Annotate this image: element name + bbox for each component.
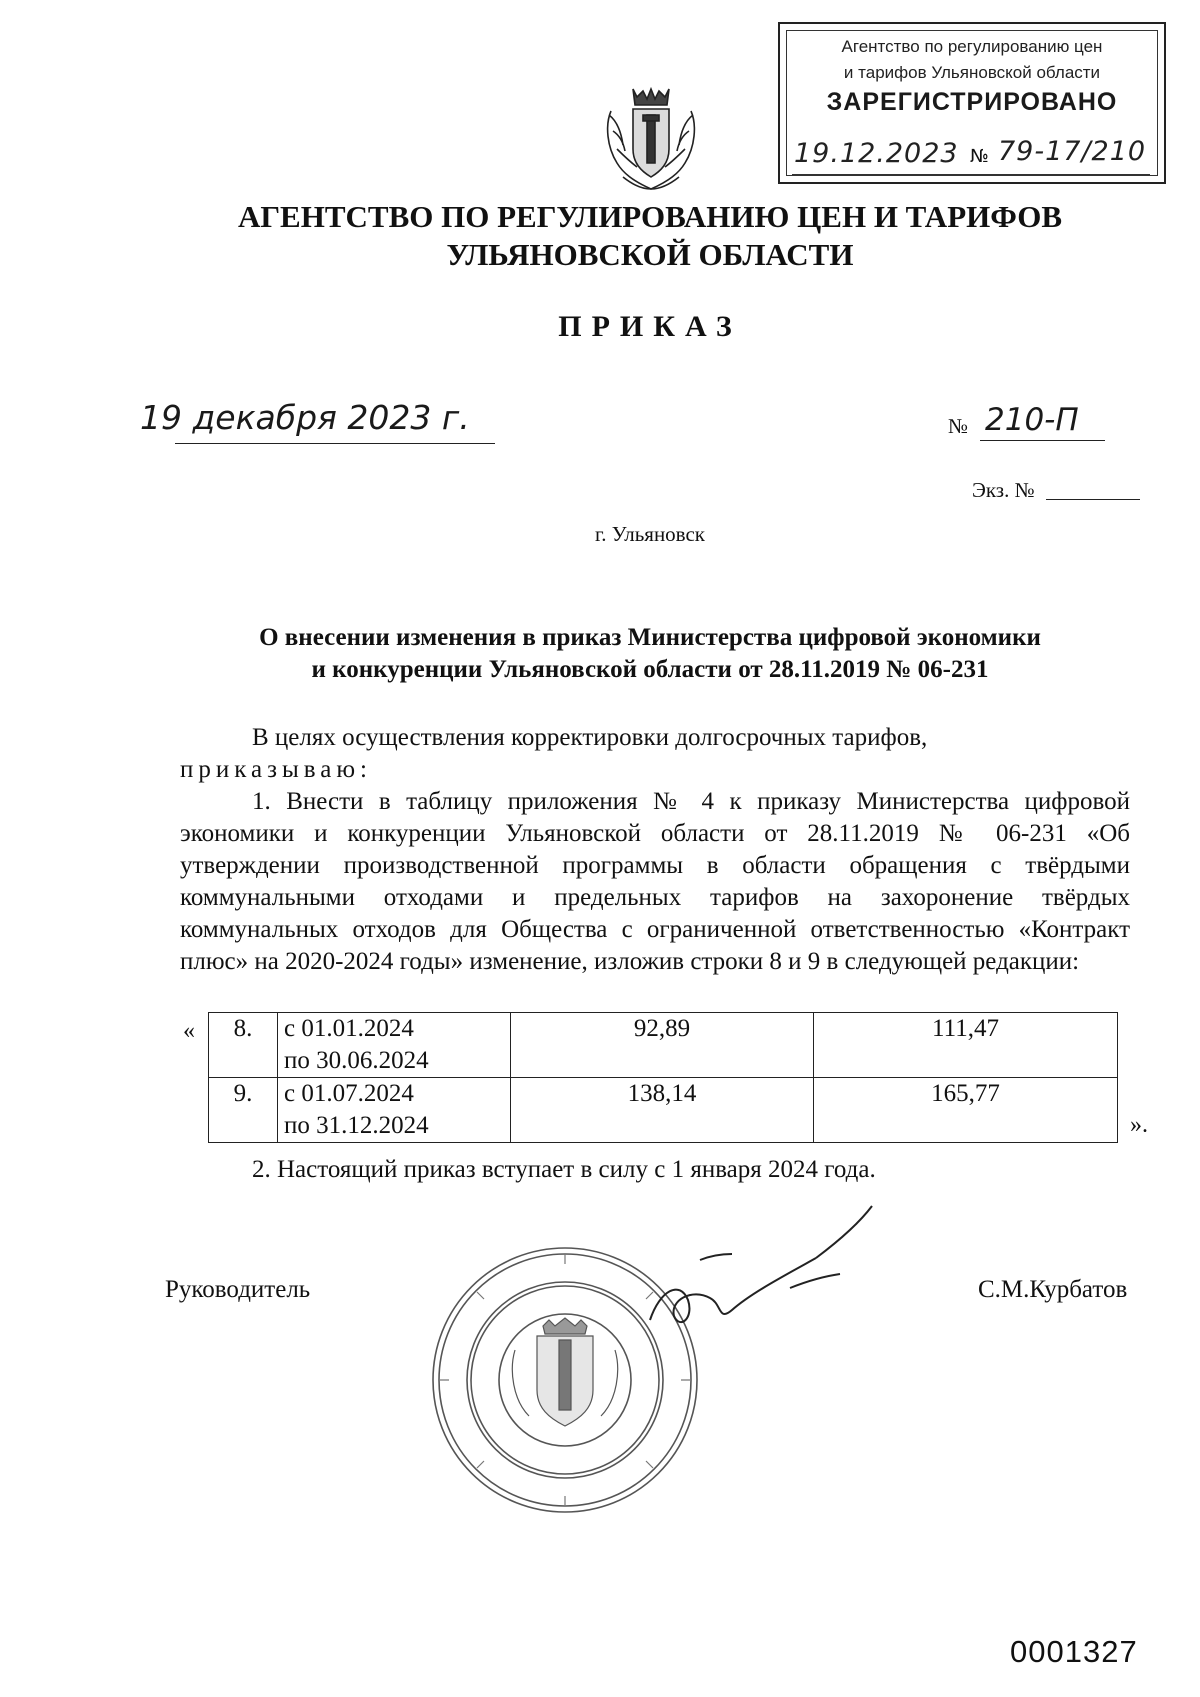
period-to: по 30.06.2024 — [284, 1047, 429, 1074]
tariff-value-2: 165,77 — [814, 1078, 1118, 1143]
document-type: ПРИКАЗ — [558, 310, 742, 343]
order-number: 210-П — [985, 402, 1079, 438]
copy-number-label: Экз. № — [972, 478, 1035, 502]
period-to: по 31.12.2024 — [284, 1112, 429, 1139]
registration-stamp — [778, 22, 1166, 184]
tariff-value-2: 111,47 — [814, 1013, 1118, 1078]
item-2-paragraph: 2. Настоящий приказ вступает в силу с 1 января 2024 года. — [252, 1156, 876, 1183]
coat-of-arms-icon — [603, 85, 699, 195]
signatory-name: С.М.Курбатов — [978, 1276, 1128, 1303]
order-subject-line1: О внесении изменения в приказ Министерства цифровой экономики — [259, 624, 1041, 651]
order-number-label: № — [948, 414, 969, 438]
registration-stamp-agency — [780, 34, 1164, 86]
registration-stamp-agency-line1: Агентство по регулированию цен — [841, 37, 1103, 56]
row-number: 9. — [209, 1078, 278, 1143]
order-subject — [0, 622, 1200, 686]
period-from: с 01.07.2024 — [284, 1080, 414, 1107]
order-number-underline — [980, 440, 1105, 441]
agency-title-line2: УЛЬЯНОВСКОЙ ОБЛАСТИ — [446, 237, 854, 272]
table-quote-close: ». — [1130, 1112, 1148, 1138]
copy-number-blank — [1046, 499, 1140, 500]
agency-title — [0, 198, 1200, 274]
registration-stamp-agency-line2: и тарифов Ульяновской области — [843, 63, 1101, 82]
table-quote-open: « — [183, 1018, 195, 1044]
order-date-underline — [175, 443, 495, 444]
period-from: с 01.01.2024 — [284, 1015, 414, 1042]
order-date: 19 декабря 2023 г. — [140, 398, 470, 437]
row-period — [278, 1013, 511, 1078]
signature-icon — [640, 1200, 920, 1360]
order-subject-line2: и конкуренции Ульяновской области от 28.11.2019 № 06-231 — [311, 656, 989, 683]
tariff-value-1: 138,14 — [511, 1078, 814, 1143]
table-row — [209, 1013, 1118, 1078]
row-number: 8. — [209, 1013, 278, 1078]
row-period — [278, 1078, 511, 1143]
city: г. Ульяновск — [594, 522, 705, 546]
command-word: приказываю: — [180, 756, 372, 783]
item-1-paragraph: 1. Внести в таблицу приложения № 4 к приказу Министерства цифровой экономики и конкуренции Ульяновской области от 28.11.2019 № 06-231 «Об утверждении производственной программы в области обращения с твёрдыми коммунальными отходами и предельных тарифов на захоронение твёрдых коммунальных отходов для Общества с ограниченной ответственностью «Контракт плюс» на 2020-2024 годы» изменение, изложив строки 8 и 9 в следующей редакции: — [180, 788, 1130, 975]
signatory-position: Руководитель — [165, 1276, 311, 1303]
registration-stamp-status: ЗАРЕГИСТРИРОВАНО — [826, 88, 1118, 116]
agency-title-line1: АГЕНТСТВО ПО РЕГУЛИРОВАНИЮ ЦЕН И ТАРИФОВ — [237, 199, 1063, 234]
document-serial-number: 0001327 — [1010, 1634, 1138, 1669]
intro-paragraph: В целях осуществления корректировки долгосрочных тарифов, — [252, 724, 928, 751]
tariff-value-1: 92,89 — [511, 1013, 814, 1078]
registration-stamp-number-sign: № — [970, 146, 989, 167]
registration-stamp-number: 79-17/210 — [998, 136, 1147, 167]
tariff-table — [208, 1012, 1118, 1143]
registration-stamp-underline — [792, 174, 1150, 175]
table-row — [209, 1078, 1118, 1143]
registration-stamp-date: 19.12.2023 — [794, 138, 959, 169]
